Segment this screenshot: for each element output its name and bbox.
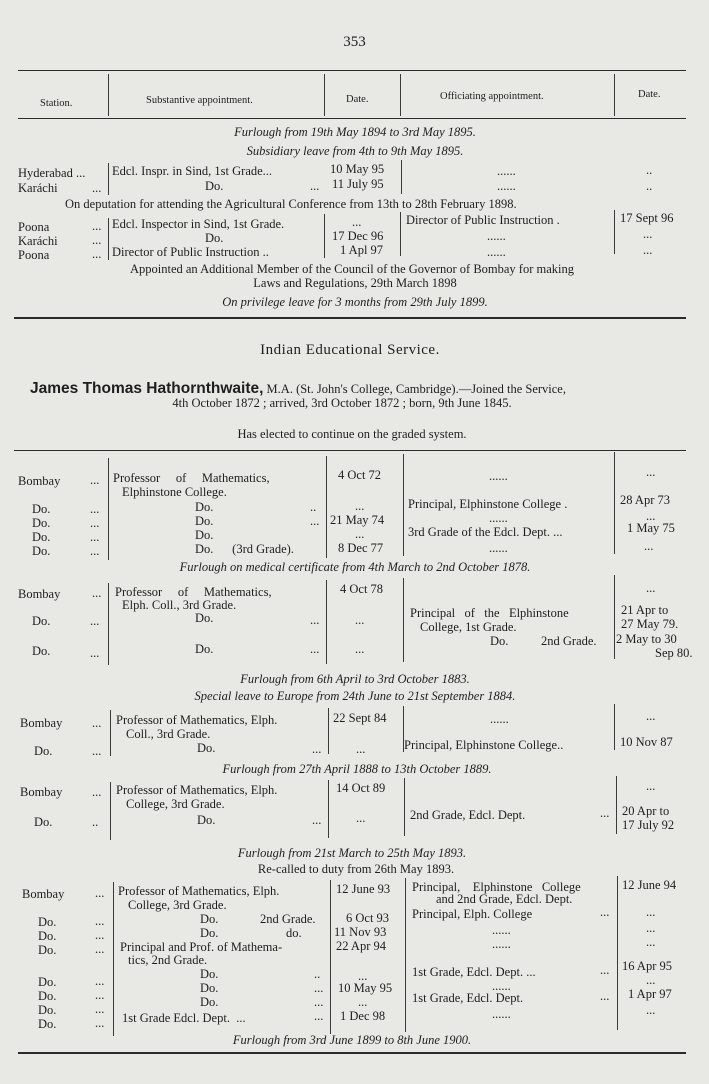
col-divider (326, 580, 327, 664)
station-cell: Do. (34, 815, 53, 829)
station-dots: ... (90, 614, 100, 628)
officiating-cell: ...... (497, 164, 516, 178)
substantive-cell: Do. (195, 514, 214, 528)
page-number: 353 (343, 34, 366, 50)
station-dots: ... (95, 988, 105, 1002)
date-cell: ... (358, 995, 368, 1009)
col-divider (328, 708, 329, 754)
date-cell: 12 June 93 (336, 882, 391, 896)
col-divider (614, 74, 615, 116)
station-dots: ... (92, 586, 102, 600)
officiating-cell: Do. (490, 634, 509, 648)
person-details: M.A. (St. John's College, Cambridge).—Joined the Service, (266, 382, 566, 396)
officiating-cell: ...... (489, 511, 508, 525)
date-cell: 4 Oct 78 (340, 582, 384, 596)
date-cell: 6 Oct 93 (346, 911, 390, 925)
date2-cell: ... (646, 509, 656, 523)
substantive-cell-2: 2nd Grade. (260, 912, 316, 926)
officiating-cell: Principal, Elphinstone College . (408, 497, 568, 511)
station-dots: ... (92, 233, 102, 247)
substantive-cell: Do. (205, 231, 224, 245)
date-cell: ... (356, 742, 366, 756)
station-cell: Do. (34, 744, 53, 758)
furlough-note-2: Furlough from 6th April to 3rd October 1883. (240, 672, 470, 686)
officiating-cell: ...... (492, 979, 511, 993)
header-station: Station. (40, 98, 73, 109)
station-cell: Do. (32, 502, 51, 516)
officiating-cell: Principal, Elphinstone College (412, 880, 581, 894)
appointment-note: Appointed an Additional Member of the Council of the Governor of Bombay for making (129, 262, 575, 276)
officiating-dots: ... (600, 989, 610, 1003)
station-dots: ... (95, 928, 105, 942)
date2-cell: ... (646, 581, 656, 595)
date2-cell: 10 Nov 87 (620, 735, 673, 749)
substantive-cell: Do. (197, 813, 216, 827)
col-divider (403, 578, 404, 662)
officiating-cell-2: College, 1st Grade. (420, 620, 517, 634)
col-divider (400, 212, 401, 256)
substantive-cell-2: Coll., 3rd Grade. (126, 727, 211, 741)
col-divider (110, 710, 111, 756)
header-date-2: Date. (638, 89, 661, 100)
station-dots: ... (92, 247, 102, 261)
officiating-dots: ... (600, 806, 610, 820)
substantive-cell: Edcl. Inspr. in Sind, 1st Grade... (112, 164, 273, 178)
date-cell: 14 Oct 89 (336, 781, 386, 795)
station-cell: Bombay (20, 716, 63, 730)
date2-cell: 17 Sept 96 (620, 211, 674, 225)
col-divider (110, 782, 111, 840)
date-cell: 17 Dec 96 (332, 229, 384, 243)
date-cell: ... (358, 969, 368, 983)
officiating-cell: ...... (492, 1007, 511, 1021)
person-details-2: 4th October 1872 ; arrived, 3rd October 1872 ; born, 9th June 1845. (172, 396, 512, 410)
station-dots: ... (90, 544, 100, 558)
col-divider (108, 218, 109, 260)
substantive-cell: Do. (200, 912, 219, 926)
date2-cell: ... (646, 709, 656, 723)
date-cell: 11 July 95 (332, 177, 384, 191)
station-dots: ... (95, 914, 105, 928)
substantive-dots: ... (314, 1009, 324, 1023)
substantive-cell: Do. (200, 926, 219, 940)
station-cell: Do. (32, 614, 51, 628)
date2-cell: .. (646, 163, 653, 177)
officiating-cell: Principal, Elph. College (412, 907, 533, 921)
substantive-cell: Do. (200, 995, 219, 1009)
substantive-cell: Do. (205, 179, 224, 193)
header-officiating: Officiating appointment. (440, 91, 544, 102)
col-divider (401, 160, 402, 194)
station-dots: ... (92, 219, 102, 233)
substantive-cell: Principal and Prof. of Mathema- (120, 940, 283, 954)
officiating-cell: ...... (489, 541, 508, 555)
officiating-cell: ...... (492, 937, 511, 951)
station-dots: ... (92, 744, 102, 758)
substantive-cell-2: tics, 2nd Grade. (128, 953, 208, 967)
date2-cell: ... (646, 1003, 656, 1017)
officiating-cell: Principal of the Elphinstone (410, 606, 569, 620)
substantive-cell: Do. (200, 967, 219, 981)
substantive-cell-2: College, 3rd Grade. (126, 797, 225, 811)
substantive-cell: Professor of Mathematics, (115, 585, 272, 599)
date2-cell: 16 Apr 95 (622, 959, 672, 973)
furlough-medical-note: Furlough on medical certificate from 4th March to 2nd October 1878. (179, 560, 531, 574)
date2-cell: 1 May 75 (627, 521, 675, 535)
col-divider (108, 74, 109, 116)
substantive-cell: Do. (195, 611, 214, 625)
section-rule-thin (14, 450, 686, 451)
substantive-cell-2: Elphinstone College. (122, 485, 227, 499)
date-cell: ... (355, 642, 365, 656)
col-divider (326, 456, 327, 558)
station-cell: Bombay (18, 587, 61, 601)
station-cell: Do. (38, 915, 57, 929)
appointment-note-2: Laws and Regulations, 29th March 1898 (253, 276, 457, 290)
date-cell: 21 May 74 (330, 513, 385, 527)
station-dots: ... (92, 785, 102, 799)
date-cell: 1 Dec 98 (340, 1009, 386, 1023)
date2-cell: .. (646, 179, 653, 193)
date2-cell: ... (646, 935, 656, 949)
substantive-cell: 1st Grade Edcl. Dept. ... (122, 1011, 246, 1025)
substantive-dots: ... (310, 514, 320, 528)
deputation-note: On deputation for attending the Agricultural Conference from 13th to 28th February 1898. (65, 197, 517, 211)
date-cell: 8 Dec 77 (338, 541, 384, 555)
substantive-dots: ... (314, 995, 324, 1009)
furlough-note-4: Furlough from 21st March to 25th May 1893. (237, 846, 467, 860)
substantive-dots: ... (312, 742, 322, 756)
date-cell: 4 Oct 72 (338, 468, 382, 482)
date-cell: 11 Nov 93 (334, 925, 387, 939)
officiating-cell: ...... (497, 179, 516, 193)
substantive-dots: .. (314, 967, 321, 981)
header-rule-top (18, 70, 686, 71)
col-divider (614, 704, 615, 750)
subsidiary-leave-note: Subsidiary leave from 4th to 9th May 1895. (246, 144, 464, 158)
person-line (30, 382, 566, 396)
substantive-dots: ... (310, 642, 320, 656)
bottom-rule (18, 1052, 686, 1054)
officiating-cell: 3rd Grade of the Edcl. Dept. ... (408, 525, 563, 539)
col-divider (108, 163, 109, 195)
station-cell: Karáchi (18, 234, 58, 248)
col-divider (614, 452, 615, 554)
substantive-cell: Edcl. Inspector in Sind, 1st Grade. (112, 217, 285, 231)
station-dots: .. (92, 815, 99, 829)
station-dots: ... (90, 646, 100, 660)
date2-cell-2: 27 May 79. (621, 617, 679, 631)
date2-cell: ... (646, 973, 656, 987)
officiating-dots: ... (600, 905, 610, 919)
date2-cell: 12 June 94 (622, 878, 677, 892)
substantive-cell: Do. (3rd Grade). (195, 542, 294, 556)
station-dots: ... (92, 716, 102, 730)
officiating-cell: 1st Grade, Edcl. Dept. ... (412, 965, 536, 979)
date-cell: ... (356, 811, 366, 825)
date2-cell: 21 Apr to (621, 603, 669, 617)
station-dots: ... (95, 942, 105, 956)
substantive-cell: Professor of Mathematics, Elph. (118, 884, 280, 898)
special-leave-note: Special leave to Europe from 24th June to 21st September 1884. (194, 689, 516, 703)
officiating-cell: ...... (487, 229, 506, 243)
substantive-cell: Do. (195, 642, 214, 656)
officiating-cell-2: 2nd Grade. (541, 634, 597, 648)
station-cell: Bombay (22, 887, 65, 901)
col-divider (614, 210, 615, 254)
substantive-cell-2: do. (286, 926, 302, 940)
station-cell: Poona (18, 248, 50, 262)
officiating-cell: ...... (487, 245, 506, 259)
station-dots: ... (95, 974, 105, 988)
col-divider (405, 878, 406, 1032)
date2-cell: 2 May to 30 (616, 632, 677, 646)
date-cell: 10 May 95 (330, 162, 385, 176)
date-cell: ... (355, 499, 365, 513)
officiating-cell: Director of Public Instruction . (406, 213, 560, 227)
station-cell: Do. (38, 989, 57, 1003)
station-cell: Bombay (18, 474, 61, 488)
substantive-cell-2: College, 3rd Grade. (128, 898, 227, 912)
date-cell: 1 Apl 97 (340, 243, 384, 257)
header-rule-bottom (18, 118, 686, 119)
officiating-dots: ... (600, 963, 610, 977)
service-title: Indian Educational Service. (260, 342, 440, 358)
col-divider (324, 74, 325, 116)
officiating-cell: ...... (490, 712, 509, 726)
date2-cell: ... (646, 465, 656, 479)
substantive-dots: ... (310, 613, 320, 627)
date2-cell: 1 Apr 97 (628, 987, 672, 1001)
station-cell: Bombay (20, 785, 63, 799)
station-cell: Do. (38, 929, 57, 943)
furlough-note-3: Furlough from 27th April 1888 to 13th October 1889. (222, 762, 492, 776)
substantive-dots: ... (312, 813, 322, 827)
date-cell: 10 May 95 (338, 981, 393, 995)
col-divider (113, 882, 114, 1036)
station-dots: ... (90, 473, 100, 487)
date2-cell: ... (643, 243, 653, 257)
officiating-cell: Principal, Elphinstone College.. (404, 738, 564, 752)
col-divider (400, 74, 401, 116)
station-cell: Do. (38, 975, 57, 989)
col-divider (403, 454, 404, 556)
date2-cell-2: Sep 80. (655, 646, 693, 660)
privilege-leave-note: On privilege leave for 3 months from 29th July 1899. (222, 295, 488, 309)
substantive-cell-2: Elph. Coll., 3rd Grade. (122, 598, 237, 612)
substantive-dots: .. (310, 500, 317, 514)
date2-cell: ... (646, 905, 656, 919)
station-cell: Do. (32, 544, 51, 558)
substantive-cell: Do. (197, 741, 216, 755)
date-cell: 22 Apr 94 (336, 939, 386, 953)
furlough-note-5: Furlough from 3rd June 1899 to 8th June 1900. (232, 1033, 472, 1047)
station-dots: ... (95, 1016, 105, 1030)
header-substantive: Substantive appointment. (146, 95, 253, 106)
col-divider (614, 575, 615, 659)
date-cell: 22 Sept 84 (333, 711, 387, 725)
substantive-dots: ... (314, 981, 324, 995)
station-dots: ... (90, 530, 100, 544)
recalled-note: Re-called to duty from 26th May 1893. (257, 862, 455, 876)
date-cell: ... (355, 613, 365, 627)
station-cell: Do. (32, 530, 51, 544)
station-cell: Karáchi (18, 181, 58, 195)
substantive-cell: Professor of Mathematics, (113, 471, 270, 485)
officiating-cell-2: and 2nd Grade, Edcl. Dept. (436, 892, 573, 906)
substantive-cell: Do. (195, 528, 214, 542)
station-dots: ... (92, 181, 102, 195)
station-dots: ... (90, 516, 100, 530)
col-divider (108, 583, 109, 665)
station-cell: Hyderabad ... (18, 166, 86, 180)
person-name: James Thomas Hathornthwaite, (30, 380, 264, 397)
substantive-cell: Do. (200, 981, 219, 995)
date2-cell: ... (644, 539, 654, 553)
col-divider (617, 876, 618, 1030)
station-dots: ... (90, 502, 100, 516)
station-dots: ... (95, 1002, 105, 1016)
station-cell: Do. (38, 1017, 57, 1031)
station-cell: Do. (32, 516, 51, 530)
station-cell: Do. (38, 943, 57, 957)
section-rule (14, 317, 686, 319)
col-divider (404, 778, 405, 836)
substantive-cell: Director of Public Instruction .. (112, 245, 269, 259)
officiating-cell: 2nd Grade, Edcl. Dept. (410, 808, 526, 822)
date2-cell: 20 Apr to (622, 804, 670, 818)
header-date: Date. (346, 94, 369, 105)
date2-cell: 28 Apr 73 (620, 493, 670, 507)
col-divider (330, 880, 331, 1034)
col-divider (616, 776, 617, 834)
substantive-cell: Do. (195, 500, 214, 514)
substantive-cell: Professor of Mathematics, Elph. (116, 713, 278, 727)
graded-system-note: Has elected to continue on the graded system. (237, 427, 467, 441)
col-divider (328, 780, 329, 838)
date2-cell: ... (646, 921, 656, 935)
col-divider (108, 458, 109, 560)
furlough-note: Furlough from 19th May 1894 to 3rd May 1895. (234, 125, 476, 139)
station-cell: Do. (32, 644, 51, 658)
officiating-cell: 1st Grade, Edcl. Dept. (412, 991, 524, 1005)
date-cell: ... (355, 527, 365, 541)
date2-cell: ... (646, 779, 656, 793)
station-cell: Do. (38, 1003, 57, 1017)
substantive-cell: Professor of Mathematics, Elph. (116, 783, 278, 797)
station-cell: Poona (18, 220, 50, 234)
date2-cell: ... (643, 227, 653, 241)
col-divider (324, 214, 325, 258)
substantive-dots: ... (310, 179, 320, 193)
officiating-cell: ...... (492, 923, 511, 937)
date2-cell-2: 17 July 92 (622, 818, 675, 832)
date-cell: ... (352, 215, 362, 229)
station-dots: ... (95, 886, 105, 900)
officiating-cell: ...... (489, 469, 508, 483)
